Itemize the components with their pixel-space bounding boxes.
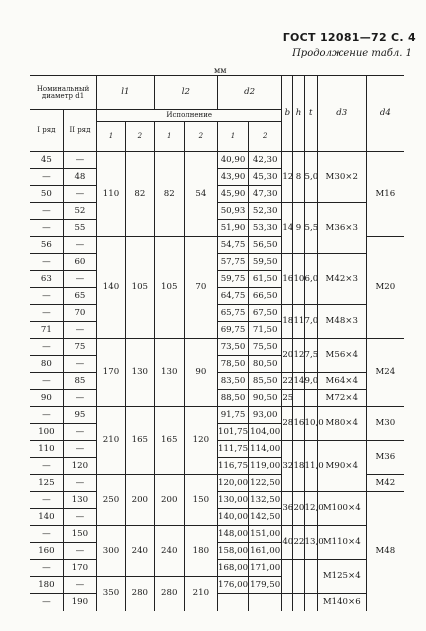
row2-value: —: [63, 152, 96, 169]
row1-value: 63: [30, 271, 63, 288]
d2-exec1: 111,75: [217, 441, 248, 458]
row1-value: —: [30, 169, 63, 186]
h-value: 16: [293, 407, 304, 441]
d2-exec1: 69,75: [217, 322, 248, 339]
row1-value: —: [30, 254, 63, 271]
b-value: 40: [282, 526, 293, 560]
row1-value: —: [30, 407, 63, 424]
d2-exec2: 85,50: [249, 373, 282, 390]
l2-exec2: 180: [184, 526, 217, 577]
l1-exec2: 82: [125, 152, 154, 237]
d2-exec2: 45,30: [249, 169, 282, 186]
row2-value: 60: [63, 254, 96, 271]
continuation-label: Продолжение табл. 1: [292, 48, 412, 59]
d3-value: M90×4: [317, 441, 366, 492]
l2-header: l2: [154, 76, 217, 110]
d3-value: M110×4: [317, 526, 366, 560]
b-value: 18: [282, 305, 293, 339]
table-row: [30, 560, 404, 577]
d3-value: M30×2: [317, 152, 366, 203]
d2-exec1: 64,75: [217, 288, 248, 305]
d2-exec1: 43,90: [217, 169, 248, 186]
table-row: [30, 492, 404, 509]
d2-exec2: 59,50: [249, 254, 282, 271]
d3-header: d3: [317, 76, 366, 152]
row1-value: 140: [30, 509, 63, 526]
b-value: 32: [282, 441, 293, 492]
h-value: [293, 560, 304, 594]
d2-exec2: 61,50: [249, 271, 282, 288]
row1-value: 180: [30, 577, 63, 594]
row1-value: —: [30, 305, 63, 322]
d4-header: d4: [379, 108, 391, 119]
d4-value: M20: [375, 282, 396, 293]
row2-value: —: [63, 390, 96, 407]
l1-exec1: 250: [97, 475, 126, 526]
l1-exec2: 240: [125, 526, 154, 577]
d3-value: M36×3: [317, 203, 366, 254]
standard-header: ГОСТ 12081—72 С. 4: [282, 31, 416, 44]
h-value: [293, 594, 304, 611]
b-value: 20: [282, 339, 293, 373]
row1-value: 100: [30, 424, 63, 441]
row1-value: —: [30, 339, 63, 356]
t-value: 13,0: [304, 526, 317, 560]
d2-exec2: 75,50: [249, 339, 282, 356]
l1-exec1: 170: [97, 339, 126, 407]
l1-header: l1: [97, 76, 155, 110]
d2-exec1: 148,00: [217, 526, 248, 543]
row2-header: II ряд: [63, 110, 96, 152]
row1-value: —: [30, 458, 63, 475]
row1-value: 56: [30, 237, 63, 254]
l1-exec1: 140: [97, 237, 126, 339]
row2-value: 75: [63, 339, 96, 356]
d3-value: M48×3: [317, 305, 366, 339]
row2-value: 85: [63, 373, 96, 390]
h-value: 14: [293, 373, 304, 390]
l1-exec2: 130: [125, 339, 154, 407]
table-row: [30, 305, 404, 322]
l2-exec1: 130: [154, 339, 184, 407]
row2-value: 190: [63, 594, 96, 611]
table-row: [30, 203, 404, 220]
t-value: [304, 560, 317, 594]
row2-value: —: [63, 322, 96, 339]
table-row: [30, 339, 404, 356]
row1-value: 80: [30, 356, 63, 373]
l2-exec2: 150: [184, 475, 217, 526]
d2-exec2: 71,50: [249, 322, 282, 339]
t-value: 7,0: [304, 305, 317, 339]
row2-value: 55: [63, 220, 96, 237]
row2-value: 130: [63, 492, 96, 509]
d4-value: M42: [375, 477, 396, 488]
h-value: 11: [293, 305, 304, 339]
d3-value: M80×4: [317, 407, 366, 441]
nominal-header: Номинальный диаметр d1: [30, 76, 97, 110]
row1-value: —: [30, 373, 63, 390]
t-value: 5,0: [304, 152, 317, 203]
d2-exec1: 158,00: [217, 543, 248, 560]
row1-value: —: [30, 492, 63, 509]
b-value: 25: [282, 390, 293, 407]
d2-exec1: 83,50: [217, 373, 248, 390]
unit-label: мм: [214, 66, 227, 75]
table-row: [30, 254, 404, 271]
h-value: 18: [293, 441, 304, 492]
t-value: 6,0: [304, 254, 317, 305]
row2-value: 150: [63, 526, 96, 543]
row1-value: 45: [30, 152, 63, 169]
d2-exec2: 151,00: [249, 526, 282, 543]
d2-exec2: 66,50: [249, 288, 282, 305]
b-value: 36: [282, 492, 293, 526]
row2-value: —: [63, 424, 96, 441]
d2-exec2: 119,00: [249, 458, 282, 475]
d2-exec1: 120,00: [217, 475, 248, 492]
d2-exec2: [249, 594, 282, 611]
d2-exec1: 45,90: [217, 186, 248, 203]
d2-exec1: 140,00: [217, 509, 248, 526]
b-header: b: [282, 76, 293, 152]
d2-exec1: 78,50: [217, 356, 248, 373]
b-value: 14: [282, 203, 293, 254]
d3-value: M64×4: [317, 373, 366, 390]
h-value: 12: [293, 339, 304, 373]
d2-exec1: 116,75: [217, 458, 248, 475]
t-value: 10,0: [304, 407, 317, 441]
row2-value: —: [63, 237, 96, 254]
l2-exec1: 82: [154, 152, 184, 237]
d3-value: M72×4: [317, 390, 366, 407]
d2-exec2: 80,50: [249, 356, 282, 373]
b-value: [282, 594, 293, 611]
h-value: 10: [293, 254, 304, 305]
d2-exec2: 122,50: [249, 475, 282, 492]
h-value: 22: [293, 526, 304, 560]
table-row: [30, 152, 404, 169]
t-value: [304, 594, 317, 611]
table-row: [30, 390, 404, 407]
d2-exec2: 52,30: [249, 203, 282, 220]
t-header: t: [304, 76, 317, 152]
d2-exec2: 93,00: [249, 407, 282, 424]
d4-value: M36: [375, 452, 396, 463]
row2-value: 120: [63, 458, 96, 475]
l1-exec2: 200: [125, 475, 154, 526]
d2-exec2: 56,50: [249, 237, 282, 254]
d3-value: M42×3: [317, 254, 366, 305]
d2-exec2: 104,00: [249, 424, 282, 441]
t-value: 7,5: [304, 339, 317, 373]
d4-value: M48: [375, 545, 396, 556]
d2-exec2: 171,00: [249, 560, 282, 577]
exec-2: 2: [125, 122, 154, 152]
l1-exec2: 165: [125, 407, 154, 475]
d2-exec2: 53,30: [249, 220, 282, 237]
row2-value: 95: [63, 407, 96, 424]
d2-exec1: [217, 594, 248, 611]
l1-exec1: 210: [97, 407, 126, 475]
t-value: 11,0: [304, 441, 317, 492]
row1-value: —: [30, 526, 63, 543]
d2-exec1: 168,00: [217, 560, 248, 577]
l1-exec1: 300: [97, 526, 126, 577]
l2-exec2: 90: [184, 339, 217, 407]
l2-exec1: 280: [154, 577, 184, 611]
d2-exec2: 142,50: [249, 509, 282, 526]
b-value: 12: [282, 152, 293, 203]
d4-value: M16: [375, 188, 396, 199]
table-row: [30, 526, 404, 543]
row2-value: 70: [63, 305, 96, 322]
b-value: [282, 560, 293, 594]
d2-exec1: 176,00: [217, 577, 248, 594]
d2-exec2: 67,50: [249, 305, 282, 322]
h-value: 9: [293, 203, 304, 254]
l2-exec2: 54: [184, 152, 217, 237]
l2-exec1: 165: [154, 407, 184, 475]
l2-exec2: 120: [184, 407, 217, 475]
row1-value: —: [30, 288, 63, 305]
d2-exec1: 50,93: [217, 203, 248, 220]
d2-exec1: 88,50: [217, 390, 248, 407]
d2-exec1: 91,75: [217, 407, 248, 424]
d2-exec2: 114,00: [249, 441, 282, 458]
row2-value: 48: [63, 169, 96, 186]
d3-value: M56×4: [317, 339, 366, 373]
l2-exec2: 210: [184, 577, 217, 611]
row1-value: 71: [30, 322, 63, 339]
row1-header: I ряд: [30, 110, 63, 152]
row2-value: —: [63, 577, 96, 594]
d2-exec2: 179,50: [249, 577, 282, 594]
l2-exec1: 200: [154, 475, 184, 526]
d2-exec1: 101,75: [217, 424, 248, 441]
row1-value: 125: [30, 475, 63, 492]
t-value: 9,0: [304, 373, 317, 390]
l1-exec2: 280: [125, 577, 154, 611]
row2-value: 65: [63, 288, 96, 305]
t-value: [304, 390, 317, 407]
row2-value: 170: [63, 560, 96, 577]
t-value: 12,0: [304, 492, 317, 526]
d2-exec2: 42,30: [249, 152, 282, 169]
b-value: 16: [282, 254, 293, 305]
d3-value: M100×4: [317, 492, 366, 526]
dimensions-table: [30, 75, 404, 611]
d3-value: M140×6: [317, 594, 366, 611]
d2-exec1: 73,50: [217, 339, 248, 356]
b-value: 28: [282, 407, 293, 441]
d2-exec1: 54,75: [217, 237, 248, 254]
row1-value: —: [30, 220, 63, 237]
d2-exec2: 161,00: [249, 543, 282, 560]
h-value: [293, 390, 304, 407]
h-value: 8: [293, 152, 304, 203]
row1-value: 50: [30, 186, 63, 203]
row2-value: —: [63, 543, 96, 560]
exec-1: 1: [217, 122, 248, 152]
d3-value: M125×4: [317, 560, 366, 594]
row2-value: —: [63, 271, 96, 288]
table-row: [30, 441, 404, 458]
l2-exec1: 105: [154, 237, 184, 339]
row2-value: —: [63, 356, 96, 373]
row1-value: —: [30, 560, 63, 577]
exec-1: 1: [97, 122, 126, 152]
row2-value: —: [63, 475, 96, 492]
row2-value: —: [63, 509, 96, 526]
d4-value: M30: [375, 418, 396, 429]
l1-exec2: 105: [125, 237, 154, 339]
table-row: [30, 407, 404, 424]
d2-exec1: 59,75: [217, 271, 248, 288]
row1-value: 90: [30, 390, 63, 407]
row1-value: —: [30, 203, 63, 220]
execution-header: Исполнение: [97, 110, 282, 122]
d2-exec1: 40,90: [217, 152, 248, 169]
d2-exec1: 65,75: [217, 305, 248, 322]
l2-exec2: 70: [184, 237, 217, 339]
l1-exec1: 110: [97, 152, 126, 237]
l2-exec1: 240: [154, 526, 184, 577]
row2-value: 52: [63, 203, 96, 220]
d2-exec2: 132,50: [249, 492, 282, 509]
h-value: 20: [293, 492, 304, 526]
exec-1: 1: [154, 122, 184, 152]
d2-header: d2: [217, 76, 281, 110]
row1-value: 110: [30, 441, 63, 458]
d2-exec1: 51,90: [217, 220, 248, 237]
b-value: 22: [282, 373, 293, 390]
row1-value: 160: [30, 543, 63, 560]
table-row: [30, 373, 404, 390]
d2-exec2: 90,50: [249, 390, 282, 407]
row2-value: —: [63, 186, 96, 203]
d4-value: M24: [375, 367, 396, 378]
d2-exec1: 130,00: [217, 492, 248, 509]
exec-2: 2: [184, 122, 217, 152]
d2-exec2: 47,30: [249, 186, 282, 203]
exec-2: 2: [249, 122, 282, 152]
l1-exec1: 350: [97, 577, 126, 611]
d2-exec1: 57,75: [217, 254, 248, 271]
t-value: 5,5: [304, 203, 317, 254]
row2-value: —: [63, 441, 96, 458]
h-header: h: [293, 76, 304, 152]
row1-value: —: [30, 594, 63, 611]
table-row: [30, 594, 404, 611]
